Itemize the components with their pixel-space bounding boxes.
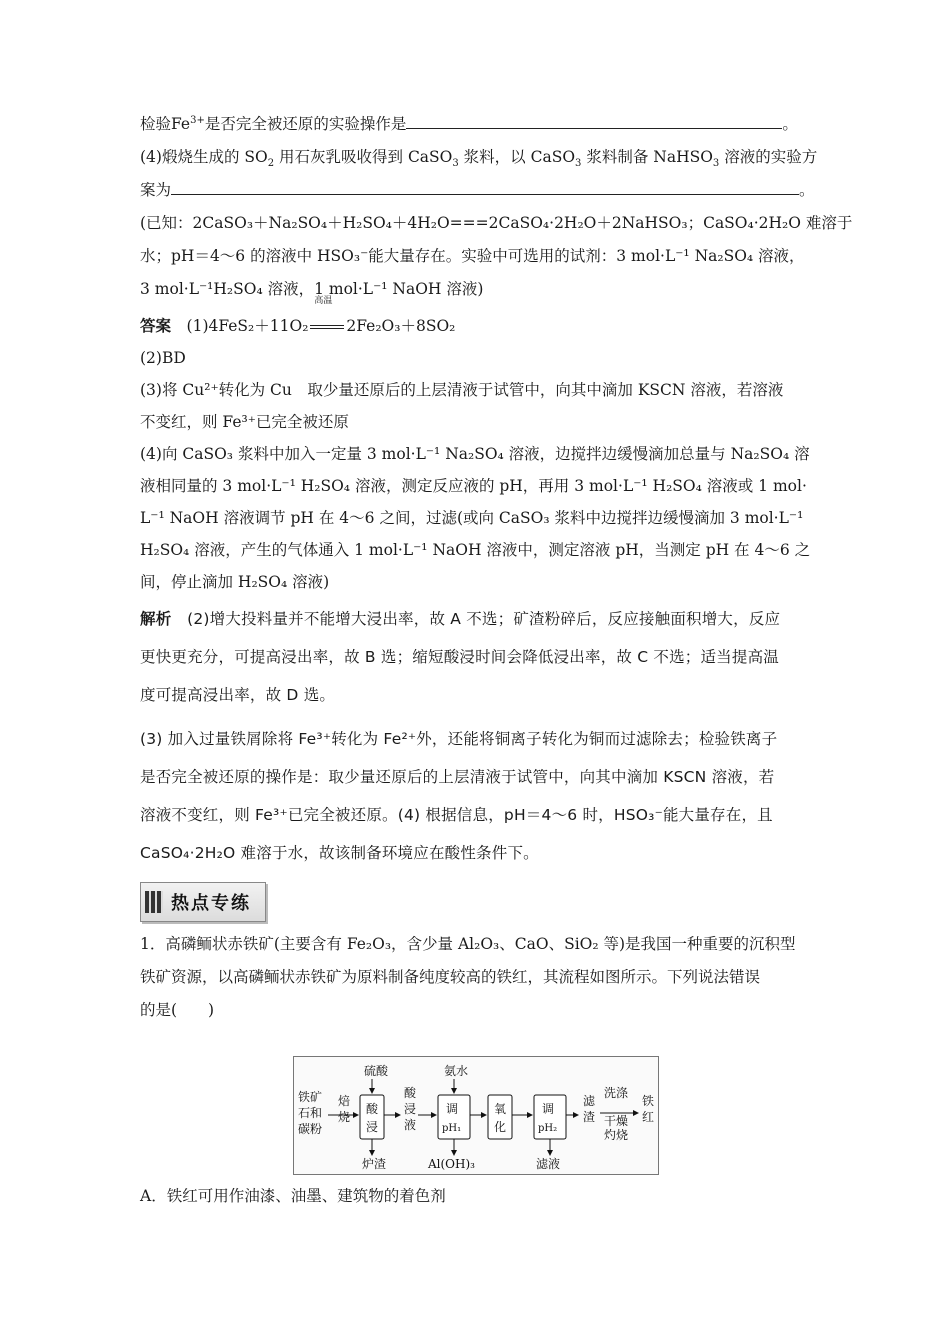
step-calcine: 灼烧	[604, 1128, 629, 1142]
answer-3-l1: (3)将 Cu²⁺转化为 Cu 取少量还原后的上层清液于试管中，向其中滴加 KSCN 溶液，若溶液	[140, 381, 784, 399]
analysis-label: 解析	[140, 610, 172, 628]
subscript: 2	[267, 158, 275, 170]
answer-4-l5: 间，停止滴加 H₂SO₄ 溶液)	[140, 573, 330, 591]
answer-4-l3: L⁻¹ NaOH 溶液调节 pH 在 4～6 之间，过滤(或向 CaSO₃ 浆料中边搅拌边缓慢滴加 3 mol·L⁻¹	[140, 509, 804, 527]
reagent-sulfuric-acid: 硫酸	[364, 1064, 389, 1078]
page-content	[140, 108, 853, 1027]
text: 案为	[140, 181, 172, 199]
equals-sign	[310, 325, 344, 329]
subscript: 3	[452, 158, 459, 170]
text: 溶液的实验方	[719, 148, 818, 166]
step-dry: 干燥	[604, 1114, 629, 1128]
section-title: 热点专练	[171, 893, 251, 914]
answer-line-1	[140, 296, 812, 342]
flowchart-svg	[294, 1057, 658, 1174]
reaction-condition	[310, 296, 344, 342]
byproduct-filtrate: 滤液	[536, 1157, 561, 1171]
q1-line-3: 的是( )	[140, 1001, 215, 1019]
analysis-p2-l1: (3) 加入过量铁屑除将 Fe³⁺转化为 Fe²⁺外，还能将铜离子转化为铜而过滤除去；检验铁离子	[140, 730, 778, 748]
answer-4-l2: 液相同量的 3 mol·L⁻¹ H₂SO₄ 溶液，测定反应液的 pH，再用 3 mol·L⁻¹ H₂SO₄ 溶液或 1 mol·	[140, 477, 807, 495]
box4-sub: pH₂	[538, 1123, 558, 1134]
text: (1)4FeS₂＋11O₂	[186, 317, 309, 335]
text: 。	[799, 181, 815, 199]
q4-known-1: (已知：2CaSO₃＋Na₂SO₄＋H₂SO₄＋4H₂O===2CaSO₄·2H₂O＋2NaHSO₃；CaSO₄·2H₂O 难溶于	[140, 214, 853, 232]
box4-label: 调	[542, 1102, 555, 1116]
byproduct-slag: 炉渣	[362, 1157, 387, 1171]
box2-sub: pH₁	[442, 1123, 462, 1134]
text: 用石灰乳吸收得到 CaSO	[274, 148, 453, 166]
answer-4-l1: (4)向 CaSO₃ 浆料中加入一定量 3 mol·L⁻¹ Na₂SO₄ 溶液，边搅拌边缓慢滴加总量与 Na₂SO₄ 溶	[140, 445, 810, 463]
q4-line-1	[140, 141, 818, 174]
analysis-p1-l2: 更快更充分，可提高浸出率，故 B 选；缩短酸浸时间会降低浸出率，故 C 不选；适当提高温	[140, 648, 779, 666]
step-roast: 焙烧	[338, 1094, 351, 1124]
analysis-p1-l1	[140, 600, 812, 638]
q1-line-2: 铁矿资源，以高磷鲕状赤铁矿为原料制备纯度较高的铁红，其流程如图所示。下列说法错误	[140, 968, 761, 986]
subscript: 3	[712, 158, 720, 170]
start-material: 铁矿石和碳粉	[298, 1090, 323, 1136]
q3-check-line	[140, 108, 812, 141]
superscript: 3+	[190, 114, 205, 126]
q4-known-3: 3 mol·L⁻¹H₂SO₄ 溶液，1 mol·L⁻¹ NaOH 溶液)	[140, 280, 484, 298]
process-flowchart	[293, 1056, 659, 1175]
text: 浆料，以 CaSO	[458, 148, 576, 166]
text: 检验Fe	[140, 115, 191, 133]
analysis-p2-l2: 是否完全被还原的操作是：取少量还原后的上层清液于试管中，向其中滴加 KSCN 溶液，若	[140, 768, 775, 786]
step-wash: 洗涤	[604, 1086, 629, 1100]
analysis-p2-l3: 溶液不变红，则 Fe³⁺已完全被还原。(4) 根据信息，pH＝4～6 时，HSO₃⁻能大量存在，且	[140, 806, 773, 824]
box2-label: 调	[446, 1102, 459, 1116]
text: 浆料制备 NaHSO	[581, 148, 713, 166]
text: (4)煅烧生成的 SO	[140, 148, 268, 166]
answer-4-l4: H₂SO₄ 溶液，产生的气体通入 1 mol·L⁻¹ NaOH 溶液中，测定溶液 pH，当测定 pH 在 4～6 之	[140, 541, 811, 559]
reagent-ammonia: 氨水	[444, 1064, 469, 1078]
answer-label: 答案	[140, 316, 172, 335]
analysis-p1-l3: 度可提高浸出率，故 D 选。	[140, 686, 336, 704]
q4-line-2	[140, 174, 815, 207]
byproduct-aloh3: Al(OH)₃	[428, 1157, 475, 1171]
intermediate-residue: 滤渣	[583, 1094, 596, 1124]
answer-blank[interactable]	[171, 180, 799, 195]
intermediate-leachate: 酸浸液	[404, 1086, 417, 1132]
subscript: 3	[575, 158, 582, 170]
answer-2: (2)BD	[140, 349, 186, 367]
answer-3-l2: 不变红，则 Fe³⁺已完全被还原	[140, 413, 349, 431]
answer-blank[interactable]	[406, 114, 782, 129]
q1-option-a: A．铁红可用作油漆、油墨、建筑物的着色剂	[140, 1187, 446, 1205]
condition-label: 高温	[314, 296, 333, 306]
badge-stripes-icon	[145, 891, 163, 913]
text: 是否完全被还原的实验操作是	[204, 115, 407, 133]
box1-label: 酸浸	[366, 1102, 379, 1134]
end-product: 铁红	[642, 1094, 655, 1124]
section-badge	[140, 882, 266, 922]
box3-label: 氧化	[494, 1102, 507, 1134]
analysis-p2-l4: CaSO₄·2H₂O 难溶于水，故该制备环境应在酸性条件下。	[140, 844, 539, 862]
text: (2)增大投料量并不能增大浸出率，故 A 不选；矿渣粉碎后，反应接触面积增大，反应	[187, 610, 781, 628]
q4-known-2: 水；pH＝4～6 的溶液中 HSO₃⁻能大量存在。实验中可选用的试剂：3 mol·L⁻¹ Na₂SO₄ 溶液，	[140, 247, 805, 265]
text: 。	[782, 115, 798, 133]
q1-line-1: 1．高磷鲕状赤铁矿(主要含有 Fe₂O₃，含少量 Al₂O₃、CaO、SiO₂ 等)是我国一种重要的沉积型	[140, 935, 796, 953]
text: 2Fe₂O₃＋8SO₂	[346, 317, 456, 335]
